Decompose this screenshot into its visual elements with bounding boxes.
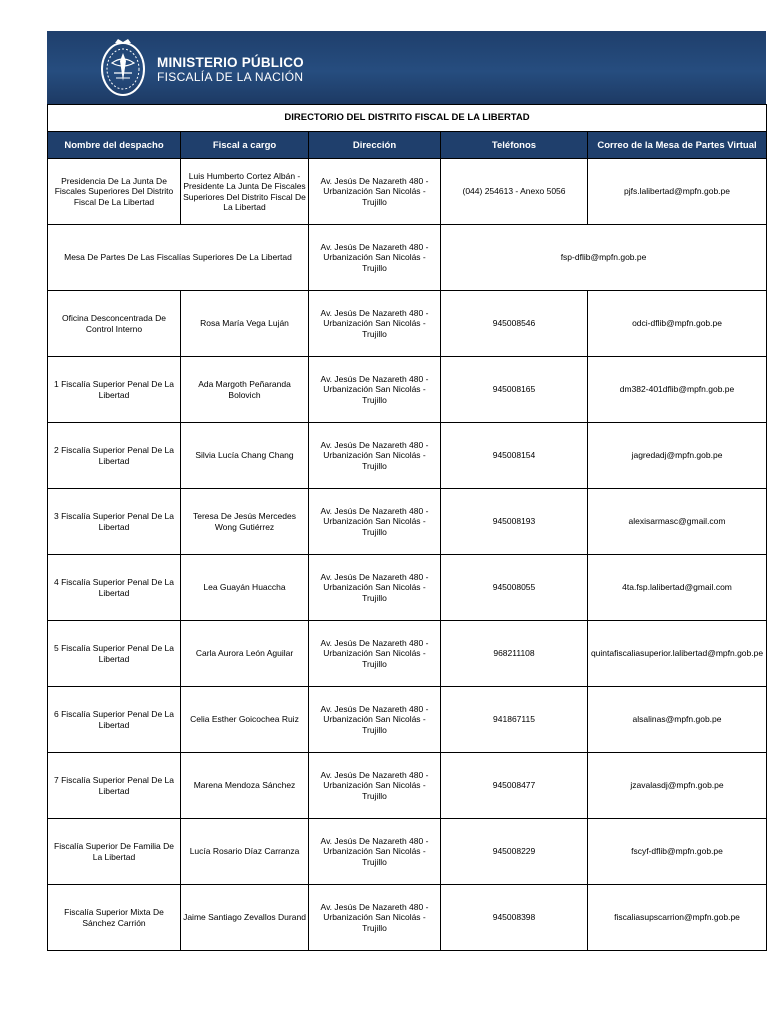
cell-fiscal: Lucía Rosario Díaz Carranza xyxy=(181,819,309,885)
cell-telefono: 945008477 xyxy=(441,753,588,819)
column-header-telefonos: Teléfonos xyxy=(441,132,588,159)
cell-telefono: 945008546 xyxy=(441,291,588,357)
cell-telefono: 945008055 xyxy=(441,555,588,621)
column-header-correo: Correo de la Mesa de Partes Virtual xyxy=(588,132,767,159)
table-row xyxy=(48,225,767,291)
cell-direccion: Av. Jesús De Nazareth 480 - Urbanización San Nicolás - Trujillo xyxy=(309,753,441,819)
cell-nombre: Mesa De Partes De Las Fiscalías Superiores De La Libertad xyxy=(48,225,309,291)
cell-telefono: 968211108 xyxy=(441,621,588,687)
cell-fiscal: Carla Aurora León Aguilar xyxy=(181,621,309,687)
cell-nombre: Oficina Desconcentrada De Control Interno xyxy=(48,291,181,357)
cell-nombre: 2 Fiscalía Superior Penal De La Libertad xyxy=(48,423,181,489)
cell-nombre: 6 Fiscalía Superior Penal De La Libertad xyxy=(48,687,181,753)
table-row xyxy=(48,489,767,555)
cell-fiscal: Marena Mendoza Sánchez xyxy=(181,753,309,819)
cell-telefono: 945008154 xyxy=(441,423,588,489)
table-row xyxy=(48,291,767,357)
cell-telefono: 945008229 xyxy=(441,819,588,885)
cell-nombre: 4 Fiscalía Superior Penal De La Libertad xyxy=(48,555,181,621)
cell-fiscal: Luis Humberto Cortez Albán - Presidente La Junta De Fiscales Superiores Del Distrito Fiscal De La Libertad xyxy=(181,159,309,225)
cell-nombre: 5 Fiscalía Superior Penal De La Libertad xyxy=(48,621,181,687)
cell-correo: alsalinas@mpfn.gob.pe xyxy=(588,687,767,753)
cell-direccion: Av. Jesús De Nazareth 480 - Urbanización San Nicolás - Trujillo xyxy=(309,819,441,885)
cell-correo: dm382-401dflib@mpfn.gob.pe xyxy=(588,357,767,423)
table-row xyxy=(48,621,767,687)
cell-telefono: 945008165 xyxy=(441,357,588,423)
table-row xyxy=(48,423,767,489)
cell-telefono: 945008193 xyxy=(441,489,588,555)
brand-title: MINISTERIO PÚBLICO xyxy=(157,55,304,70)
column-header-direccion: Dirección xyxy=(309,132,441,159)
cell-direccion: Av. Jesús De Nazareth 480 - Urbanización San Nicolás - Trujillo xyxy=(309,357,441,423)
directory-table xyxy=(47,104,767,951)
cell-telefono: 941867115 xyxy=(441,687,588,753)
cell-correo: pjfs.lalibertad@mpfn.gob.pe xyxy=(588,159,767,225)
cell-fiscal: Jaime Santiago Zevallos Durand xyxy=(181,885,309,951)
cell-telefono: 945008398 xyxy=(441,885,588,951)
cell-nombre: 7 Fiscalía Superior Penal De La Libertad xyxy=(48,753,181,819)
header-banner xyxy=(47,31,766,104)
cell-direccion: Av. Jesús De Nazareth 480 - Urbanización San Nicolás - Trujillo xyxy=(309,555,441,621)
cell-correo: fscyf-dflib@mpfn.gob.pe xyxy=(588,819,767,885)
cell-fiscal: Teresa De Jesús Mercedes Wong Gutiérrez xyxy=(181,489,309,555)
cell-direccion: Av. Jesús De Nazareth 480 - Urbanización San Nicolás - Trujillo xyxy=(309,291,441,357)
cell-correo: jzavalasdj@mpfn.gob.pe xyxy=(588,753,767,819)
table-row xyxy=(48,687,767,753)
table-header-row xyxy=(48,132,767,159)
cell-fiscal: Silvia Lucía Chang Chang xyxy=(181,423,309,489)
cell-fiscal: Ada Margoth Peñaranda Bolovich xyxy=(181,357,309,423)
column-header-nombre: Nombre del despacho xyxy=(48,132,181,159)
cell-direccion: Av. Jesús De Nazareth 480 - Urbanización San Nicolás - Trujillo xyxy=(309,621,441,687)
cell-nombre: Presidencia De La Junta De Fiscales Superiores Del Distrito Fiscal De La Libertad xyxy=(48,159,181,225)
column-header-fiscal: Fiscal a cargo xyxy=(181,132,309,159)
table-row xyxy=(48,555,767,621)
cell-direccion: Av. Jesús De Nazareth 480 - Urbanización San Nicolás - Trujillo xyxy=(309,225,441,291)
cell-direccion: Av. Jesús De Nazareth 480 - Urbanización San Nicolás - Trujillo xyxy=(309,489,441,555)
brand-subtitle: FISCALÍA DE LA NACIÓN xyxy=(157,70,304,84)
table-row xyxy=(48,753,767,819)
cell-fiscal: Rosa María Vega Luján xyxy=(181,291,309,357)
cell-correo: 4ta.fsp.lalibertad@gmail.com xyxy=(588,555,767,621)
cell-nombre: 1 Fiscalía Superior Penal De La Libertad xyxy=(48,357,181,423)
table-row xyxy=(48,885,767,951)
table-row xyxy=(48,159,767,225)
cell-telefono: (044) 254613 - Anexo 5056 xyxy=(441,159,588,225)
cell-nombre: 3 Fiscalía Superior Penal De La Libertad xyxy=(48,489,181,555)
cell-correo: quintafiscaliasuperior.lalibertad@mpfn.gob.pe xyxy=(588,621,767,687)
cell-correo: fsp-dflib@mpfn.gob.pe xyxy=(441,225,767,291)
cell-direccion: Av. Jesús De Nazareth 480 - Urbanización San Nicolás - Trujillo xyxy=(309,423,441,489)
cell-nombre: Fiscalía Superior Mixta De Sánchez Carrión xyxy=(48,885,181,951)
cell-direccion: Av. Jesús De Nazareth 480 - Urbanización San Nicolás - Trujillo xyxy=(309,885,441,951)
cell-correo: fiscaliasupscarrion@mpfn.gob.pe xyxy=(588,885,767,951)
cell-fiscal: Lea Guayán Huaccha xyxy=(181,555,309,621)
cell-fiscal: Celia Esther Goicochea Ruiz xyxy=(181,687,309,753)
cell-direccion: Av. Jesús De Nazareth 480 - Urbanización San Nicolás - Trujillo xyxy=(309,687,441,753)
table-row xyxy=(48,357,767,423)
seal-icon xyxy=(100,37,146,97)
table-title: DIRECTORIO DEL DISTRITO FISCAL DE LA LIBERTAD xyxy=(48,105,767,132)
table-row xyxy=(48,819,767,885)
cell-correo: odci-dflib@mpfn.gob.pe xyxy=(588,291,767,357)
cell-direccion: Av. Jesús De Nazareth 480 - Urbanización San Nicolás - Trujillo xyxy=(309,159,441,225)
cell-correo: jagredadj@mpfn.gob.pe xyxy=(588,423,767,489)
cell-nombre: Fiscalía Superior De Familia De La Libertad xyxy=(48,819,181,885)
cell-correo: alexisarmasc@gmail.com xyxy=(588,489,767,555)
